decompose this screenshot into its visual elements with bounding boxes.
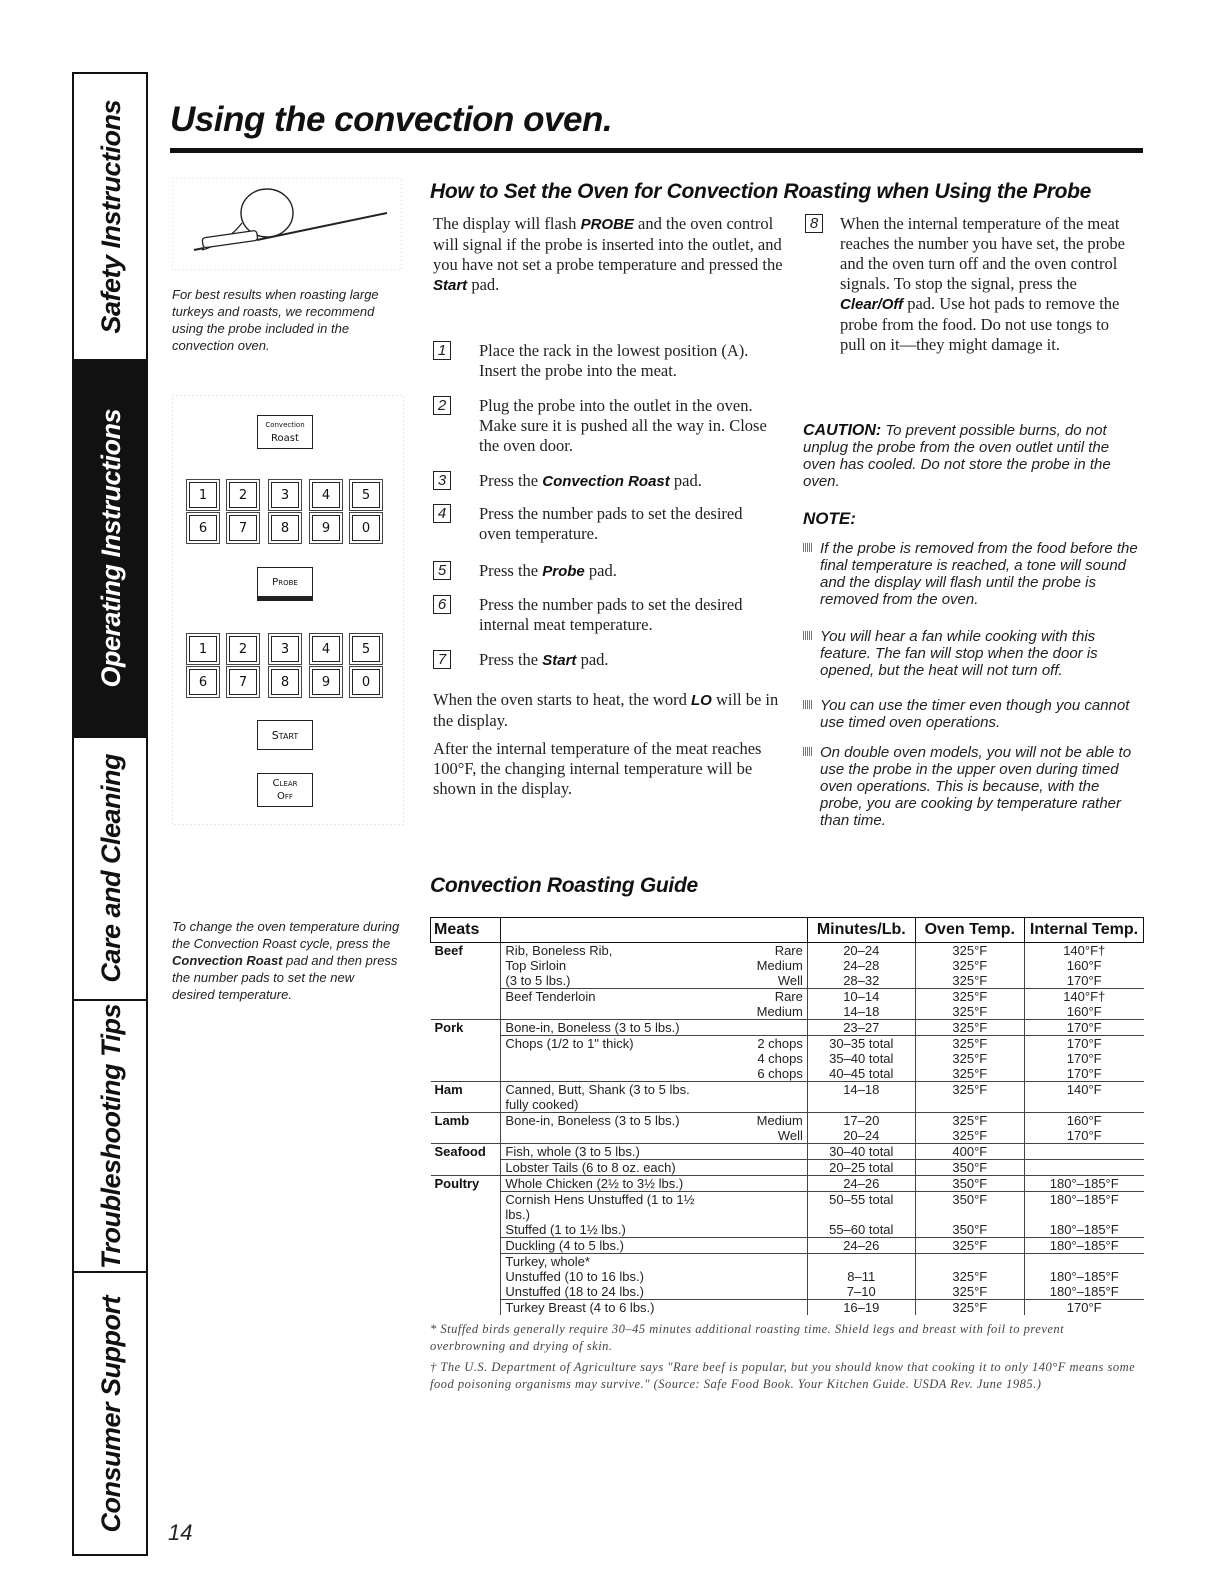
digit-pad-3-lower[interactable]: 3 <box>271 636 299 662</box>
digit-pad-7-lower[interactable]: 7 <box>229 669 257 695</box>
step-text: Place the rack in the lowest position (A). Insert the probe into the meat. <box>479 341 749 380</box>
meat-category-cell <box>431 1036 501 1052</box>
step-text-part: Press the <box>479 561 543 580</box>
step-text-part: pad. <box>584 561 617 580</box>
step-text <box>479 561 779 582</box>
tab-label: Troubleshooting Tips <box>95 1003 126 1269</box>
pad-label: Off <box>277 791 293 802</box>
note-text: You will hear a fan while cooking with this feature. The fan will stop when the door is opened, but the heat will not turn off. <box>820 628 1098 679</box>
meat-category-cell <box>431 1269 501 1284</box>
internal-temp-cell <box>1024 1160 1143 1176</box>
doneness-cell: 2 chops <box>707 1036 807 1052</box>
doneness-cell <box>707 1082 807 1113</box>
meat-category-cell: Seafood <box>431 1144 501 1160</box>
minutes-cell: 28–32 <box>807 973 915 989</box>
internal-temp-cell <box>1024 1144 1143 1160</box>
meat-category-cell <box>431 1051 501 1066</box>
meat-category-cell <box>431 989 501 1005</box>
tab-safety-instructions[interactable] <box>74 74 148 361</box>
step-3 <box>433 471 793 491</box>
meat-category-cell <box>431 1284 501 1300</box>
minutes-cell <box>807 1254 915 1270</box>
description-cell: (3 to 5 lbs.) <box>501 973 708 989</box>
doneness-cell <box>707 1160 807 1176</box>
minutes-cell: 50–55 total <box>807 1192 915 1223</box>
doneness-cell: Medium <box>707 1113 807 1129</box>
sidebar-rule <box>146 72 148 1556</box>
intro-text: pad. <box>467 275 500 294</box>
doneness-cell: Rare <box>707 989 807 1005</box>
note-text: You can use the timer even though you cannot use timed oven operations. <box>820 697 1130 731</box>
digit-pad-3[interactable]: 3 <box>271 482 299 508</box>
intro-text: The display will flash <box>433 214 581 233</box>
step-6 <box>433 595 793 635</box>
meat-category-cell <box>431 958 501 973</box>
step-number: 6 <box>433 595 451 614</box>
table-row <box>431 1036 1144 1052</box>
doneness-cell <box>707 1144 807 1160</box>
note-text: If the probe is removed from the food before the final temperature is reached, a tone will sound and the display will flash until the probe is removed from the oven. <box>820 540 1138 608</box>
footnote-usda: † The U.S. Department of Agriculture says "Rare beef is popular, but you should know that cooking it to only 140°F means some food poisoning organisms may survive." (Source: Safe Food Book. Your Kitchen Guide. USDA Rev. June 1985.) <box>430 1360 1136 1391</box>
lo-text: will be in the display. <box>433 690 779 730</box>
internal-temp-cell: 170°F <box>1066 1051 1102 1066</box>
change-temp-caption <box>172 918 400 1003</box>
intro-probe-word: PROBE <box>580 216 634 233</box>
header-meats: Meats <box>431 918 501 943</box>
table-row <box>431 1192 1144 1223</box>
minutes-cell: 40–45 total <box>807 1066 915 1082</box>
digit-pad-4[interactable]: 4 <box>312 482 340 508</box>
bullet-icon <box>803 543 812 552</box>
header-minutes: Minutes/Lb. <box>807 918 915 943</box>
convection-roast-pad[interactable] <box>257 415 313 449</box>
step-text: Plug the probe into the outlet in the oven. Make sure it is pushed all the way in. Close the oven door. <box>479 396 767 455</box>
digit-pad-1-lower[interactable]: 1 <box>189 636 217 662</box>
description-cell: Bone-in, Boneless (3 to 5 lbs.) <box>501 1113 708 1129</box>
internal-temp-cell: 180°–185°F <box>1024 1176 1143 1192</box>
meat-category-cell: Poultry <box>431 1176 501 1192</box>
table-row <box>431 1051 1144 1066</box>
oven-temp-cell: 325°F <box>915 1051 1024 1066</box>
internal-temp-cell: 170°F <box>1066 1066 1102 1081</box>
internal-temp-cell: 180°–185°F <box>1049 1269 1119 1284</box>
step-2 <box>433 396 793 456</box>
internal-temp-cell: 180°–185°F <box>1024 1238 1143 1254</box>
note-item <box>803 540 1143 608</box>
meat-category-cell: Lamb <box>431 1113 501 1129</box>
digit-pad-0[interactable]: 0 <box>352 515 380 541</box>
pad-label: Roast <box>271 433 299 444</box>
step-number: 1 <box>433 341 451 360</box>
step-number: 7 <box>433 650 451 669</box>
internal-temp-cell: 140°F† <box>1024 989 1143 1005</box>
doneness-cell <box>707 1238 807 1254</box>
tab-label: Safety Instructions <box>95 99 126 334</box>
minutes-cell: 8–11 <box>807 1269 915 1284</box>
internal-temp-cell <box>1024 1254 1143 1270</box>
table-row <box>431 943 1144 959</box>
oven-temp-cell: 350°F <box>915 1222 1024 1238</box>
minutes-cell: 24–26 <box>807 1238 915 1254</box>
panel-background <box>172 395 404 825</box>
oven-temp-cell: 325°F <box>915 1020 1024 1036</box>
digit-pad-9[interactable]: 9 <box>312 515 340 541</box>
internal-temp-cell: 180°–185°F <box>1049 1284 1119 1299</box>
meat-category-cell: Beef <box>431 943 501 959</box>
meat-category-cell <box>431 1128 501 1144</box>
internal-temp-cell: 160°F <box>1066 958 1102 973</box>
doneness-cell: Rare <box>707 943 807 959</box>
meat-category-cell <box>431 1004 501 1020</box>
minutes-cell: 16–19 <box>807 1300 915 1316</box>
pad-label: Start <box>271 728 299 742</box>
minutes-cell: 7–10 <box>807 1284 915 1300</box>
description-cell <box>501 1004 708 1020</box>
note-heading: NOTE: <box>803 509 856 528</box>
doneness-cell <box>707 1269 807 1284</box>
header-internal-temp: Internal Temp. <box>1024 918 1143 943</box>
pad-label: Convection <box>265 421 305 429</box>
description-cell: Fish, whole (3 to 5 lbs.) <box>501 1144 708 1160</box>
table-body <box>431 943 1144 1316</box>
step-text <box>840 214 1130 355</box>
meat-category-cell <box>431 1254 501 1270</box>
tab-consumer-support[interactable] <box>74 1273 148 1556</box>
digit-pad-8[interactable]: 8 <box>271 515 299 541</box>
start-pad[interactable] <box>257 720 313 750</box>
doneness-cell: Medium <box>756 958 803 973</box>
meat-category-cell <box>431 1192 501 1223</box>
header-oven-temp: Oven Temp. <box>915 918 1024 943</box>
step-text: Press the number pads to set the desired oven temperature. <box>479 504 743 543</box>
description-cell: Lobster Tails (6 to 8 oz. each) <box>501 1160 708 1176</box>
digit-pad-2[interactable]: 2 <box>229 482 257 508</box>
oven-temp-cell: 325°F <box>915 1036 1024 1052</box>
title-rule <box>170 148 1143 153</box>
meat-category-cell: Ham <box>431 1082 501 1113</box>
step-text-part: Press the <box>479 471 543 490</box>
note-item <box>803 628 1143 679</box>
pad-label: Clear <box>272 778 298 789</box>
doneness-cell <box>707 1222 807 1238</box>
minutes-cell: 20–25 total <box>807 1160 915 1176</box>
oven-temp-cell: 325°F <box>915 989 1024 1005</box>
oven-temp-cell: 325°F <box>915 1269 1024 1284</box>
description-cell <box>501 1066 708 1082</box>
tab-label: Care and Cleaning <box>95 754 126 983</box>
header-blank <box>501 918 807 943</box>
description-cell: Bone-in, Boneless (3 to 5 lbs.) <box>501 1020 708 1036</box>
description-cell: Chops (1/2 to 1" thick) <box>501 1036 708 1052</box>
step-pad-name: Probe <box>542 563 585 580</box>
caption-pad-name: Convection Roast <box>172 953 283 968</box>
digit-pad-6[interactable]: 6 <box>189 515 217 541</box>
table-row <box>431 1128 1144 1144</box>
meat-category-cell <box>431 973 501 989</box>
digit-pad-9-lower[interactable]: 9 <box>312 669 340 695</box>
step-text-part: Press the <box>479 650 543 669</box>
caption-text: pad and then press the number pads to set the new desired temperature. <box>172 953 398 1002</box>
step-pad-name: Start <box>542 652 577 669</box>
digit-pad-7[interactable]: 7 <box>229 515 257 541</box>
doneness-cell <box>707 1254 807 1270</box>
doneness-cell <box>707 1284 807 1300</box>
table-row <box>431 1160 1144 1176</box>
step-text-part: pad. <box>576 650 609 669</box>
oven-temp-cell: 325°F <box>915 1238 1024 1254</box>
step-4 <box>433 504 793 544</box>
step-text-part: pad. Use hot pads to remove the probe from the food. Do not use tongs to pull on it—they might damage it. <box>840 294 1120 354</box>
intro-paragraph <box>433 214 783 296</box>
doneness-cell <box>707 1192 807 1223</box>
step-7 <box>433 650 793 670</box>
oven-temp-cell: 325°F <box>915 958 1024 973</box>
probe-illustration <box>172 178 402 270</box>
description-cell: Cornish Hens Unstuffed (1 to 1½ lbs.) <box>501 1192 708 1223</box>
note-item <box>803 744 1143 829</box>
meat-category-cell <box>431 1238 501 1254</box>
oven-temp-cell: 325°F <box>915 1004 1024 1020</box>
probe-caption: For best results when roasting large turkeys and roasts, we recommend using the probe included in the convection oven. <box>172 287 379 353</box>
minutes-cell: 23–27 <box>807 1020 915 1036</box>
step-5 <box>433 561 793 581</box>
table-row <box>431 1300 1144 1316</box>
minutes-cell: 55–60 total <box>807 1222 915 1238</box>
doneness-cell <box>707 1300 807 1316</box>
table-row <box>431 1082 1144 1113</box>
table-row <box>431 989 1144 1005</box>
description-cell: Rib, Boneless Rib, <box>501 943 708 959</box>
table-row <box>431 1284 1144 1300</box>
digit-pad-5[interactable]: 5 <box>352 482 380 508</box>
description-cell <box>501 1051 708 1066</box>
minutes-cell: 35–40 total <box>807 1051 915 1066</box>
internal-temp-cell: 170°F <box>1066 973 1102 988</box>
oven-temp-cell: 325°F <box>915 943 1024 959</box>
step-number: 5 <box>433 561 451 580</box>
step-text-part: When the internal temperature of the meat reaches the number you have set, the probe and the oven turn off and the oven control signals. To stop the signal, press the <box>840 214 1125 293</box>
minutes-cell: 24–28 <box>807 958 915 973</box>
table-header-row <box>431 918 1144 943</box>
description-cell: Whole Chicken (2½ to 3½ lbs.) <box>501 1176 708 1192</box>
tab-label: Consumer Support <box>95 1296 126 1533</box>
page-title: Using the convection oven. <box>170 100 613 139</box>
bullet-icon <box>803 631 812 640</box>
table-row <box>431 1269 1144 1284</box>
step-text: Press the number pads to set the desired internal meat temperature. <box>479 595 743 634</box>
description-cell: Unstuffed (18 to 24 lbs.) <box>501 1284 708 1300</box>
meat-category-cell <box>431 1066 501 1082</box>
internal-temp-cell: 170°F <box>1024 1300 1143 1316</box>
doneness-cell: Well <box>777 973 803 988</box>
table-row <box>431 958 1144 973</box>
step-text-part: pad. <box>669 471 702 490</box>
note-text: On double oven models, you will not be able to use the probe in the upper oven during timed oven operations. This is because, with the probe, you are cooking by temperature rather than time. <box>820 744 1132 829</box>
step-number: 4 <box>433 504 451 523</box>
oven-temp-cell: 325°F <box>915 1128 1024 1144</box>
oven-temp-cell: 400°F <box>915 1144 1024 1160</box>
step-number: 8 <box>805 214 823 233</box>
footnote-stuffed: * Stuffed birds generally require 30–45 minutes additional roasting time. Shield legs and breast with foil to prevent overbrowning and drying of skin. <box>430 1322 1065 1353</box>
digit-pad-5-lower[interactable]: 5 <box>352 636 380 662</box>
description-cell: Stuffed (1 to 1½ lbs.) <box>501 1222 708 1238</box>
roasting-guide-table <box>430 917 1144 1315</box>
doneness-cell: Well <box>777 1128 803 1143</box>
caption-text: To change the oven temperature during the Convection Roast cycle, press the <box>172 919 400 951</box>
intro-start-word: Start <box>433 277 468 294</box>
doneness-cell <box>707 1020 807 1036</box>
digit-pad-4-lower[interactable]: 4 <box>312 636 340 662</box>
tab-operating-instructions[interactable] <box>74 361 148 738</box>
caution-body: To prevent possible burns, do not unplug the probe from the oven outlet until the oven has cooled. Do not store the probe in the oven. <box>803 422 1111 490</box>
oven-temp-cell: 325°F <box>915 1082 1024 1113</box>
minutes-cell: 10–14 <box>807 989 915 1005</box>
step-pad-name: Convection Roast <box>542 473 670 490</box>
table-row <box>431 1254 1144 1270</box>
table-row <box>431 973 1144 989</box>
internal-temp-cell: 180°–185°F <box>1024 1192 1143 1223</box>
sidebar-tabs <box>72 72 148 1556</box>
step-number: 3 <box>433 471 451 490</box>
step-text <box>479 650 779 671</box>
description-cell: Top Sirloin <box>501 958 708 973</box>
table-row <box>431 1004 1144 1020</box>
probe-pad[interactable] <box>257 567 313 601</box>
lo-text: When the oven starts to heat, the word <box>433 690 691 709</box>
doneness-cell: Medium <box>756 1004 803 1019</box>
step-1 <box>433 341 793 381</box>
oven-temp-cell: 325°F <box>915 1113 1024 1129</box>
oven-temp-cell: 325°F <box>915 1284 1024 1300</box>
meat-category-cell: Pork <box>431 1020 501 1036</box>
intro-text: and the oven control will signal if the probe is inserted into the outlet, and you have not set a probe temperature and pressed the <box>433 214 783 274</box>
internal-temp-cell: 160°F <box>1066 1004 1102 1019</box>
table-row <box>431 1066 1144 1082</box>
table-row <box>431 1222 1144 1238</box>
step-number: 2 <box>433 396 451 415</box>
table-row <box>431 1238 1144 1254</box>
tab-care-and-cleaning[interactable] <box>74 738 148 1001</box>
step-8 <box>805 214 1150 414</box>
meat-category-cell <box>431 1160 501 1176</box>
description-cell: Canned, Butt, Shank (3 to 5 lbs. fully cooked) <box>501 1082 708 1113</box>
minutes-cell: 17–20 <box>807 1113 915 1129</box>
internal-temp-cell: 170°F <box>1024 1036 1143 1052</box>
description-cell <box>501 1128 708 1144</box>
note-item <box>803 697 1143 731</box>
meat-category-cell <box>431 1222 501 1238</box>
digit-pad-2-lower[interactable]: 2 <box>229 636 257 662</box>
minutes-cell: 30–40 total <box>807 1144 915 1160</box>
page-number: 14 <box>168 1520 193 1545</box>
caution-text <box>803 422 1133 490</box>
table-row <box>431 1113 1144 1129</box>
description-cell: Beef Tenderloin <box>501 989 708 1005</box>
minutes-cell: 20–24 <box>807 1128 915 1144</box>
minutes-cell: 30–35 total <box>807 1036 915 1052</box>
internal-temp-cell: 170°F <box>1066 1128 1102 1143</box>
meat-category-cell <box>431 1300 501 1316</box>
oven-temp-cell: 350°F <box>915 1176 1024 1192</box>
oven-temp-cell: 350°F <box>915 1192 1024 1223</box>
tab-troubleshooting-tips[interactable] <box>74 1001 148 1273</box>
table-row <box>431 1144 1144 1160</box>
tab-label: Operating Instructions <box>95 409 126 688</box>
minutes-cell: 14–18 <box>807 1082 915 1113</box>
internal-temp-cell: 160°F <box>1024 1113 1143 1129</box>
description-cell: Turkey, whole* <box>501 1254 708 1270</box>
clear-off-pad[interactable] <box>257 773 313 807</box>
oven-temp-cell <box>915 1254 1024 1270</box>
section-heading: How to Set the Oven for Convection Roasting when Using the Probe <box>430 180 1092 203</box>
digit-pad-1[interactable]: 1 <box>189 482 217 508</box>
doneness-cell <box>707 1176 807 1192</box>
lo-word: LO <box>690 692 712 709</box>
internal-temp-cell: 170°F <box>1024 1020 1143 1036</box>
table-row <box>431 1020 1144 1036</box>
pad-label: Probe <box>272 576 298 588</box>
internal-temp-cell: 140°F† <box>1024 943 1143 959</box>
digit-pad-6-lower[interactable]: 6 <box>189 669 217 695</box>
step-text <box>479 471 779 492</box>
doneness-cell: 6 chops <box>757 1066 803 1081</box>
step-pad-name: Clear/Off <box>840 296 904 313</box>
caution-label: CAUTION: <box>803 422 882 439</box>
minutes-cell: 20–24 <box>807 943 915 959</box>
bullet-icon <box>803 700 812 709</box>
lo-paragraph <box>433 690 783 731</box>
doneness-cell: 4 chops <box>757 1051 803 1066</box>
internal-temp-cell: 180°–185°F <box>1049 1222 1119 1237</box>
description-cell: Turkey Breast (4 to 6 lbs.) <box>501 1300 708 1316</box>
digit-pad-0-lower[interactable]: 0 <box>352 669 380 695</box>
oven-temp-cell: 350°F <box>915 1160 1024 1176</box>
digit-pad-8-lower[interactable]: 8 <box>271 669 299 695</box>
minutes-cell: 24–26 <box>807 1176 915 1192</box>
after-paragraph: After the internal temperature of the meat reaches 100°F, the changing internal temperature will be shown in the display. <box>433 739 762 798</box>
minutes-cell: 14–18 <box>807 1004 915 1020</box>
guide-heading: Convection Roasting Guide <box>430 874 698 897</box>
control-panel <box>172 395 404 825</box>
description-cell: Duckling (4 to 5 lbs.) <box>501 1238 708 1254</box>
oven-temp-cell: 325°F <box>915 973 1024 989</box>
oven-temp-cell: 325°F <box>915 1066 1024 1082</box>
oven-temp-cell: 325°F <box>915 1300 1024 1316</box>
internal-temp-cell: 140°F <box>1024 1082 1143 1113</box>
bullet-icon <box>803 747 812 756</box>
table-row <box>431 1176 1144 1192</box>
description-cell: Unstuffed (10 to 16 lbs.) <box>501 1269 708 1284</box>
